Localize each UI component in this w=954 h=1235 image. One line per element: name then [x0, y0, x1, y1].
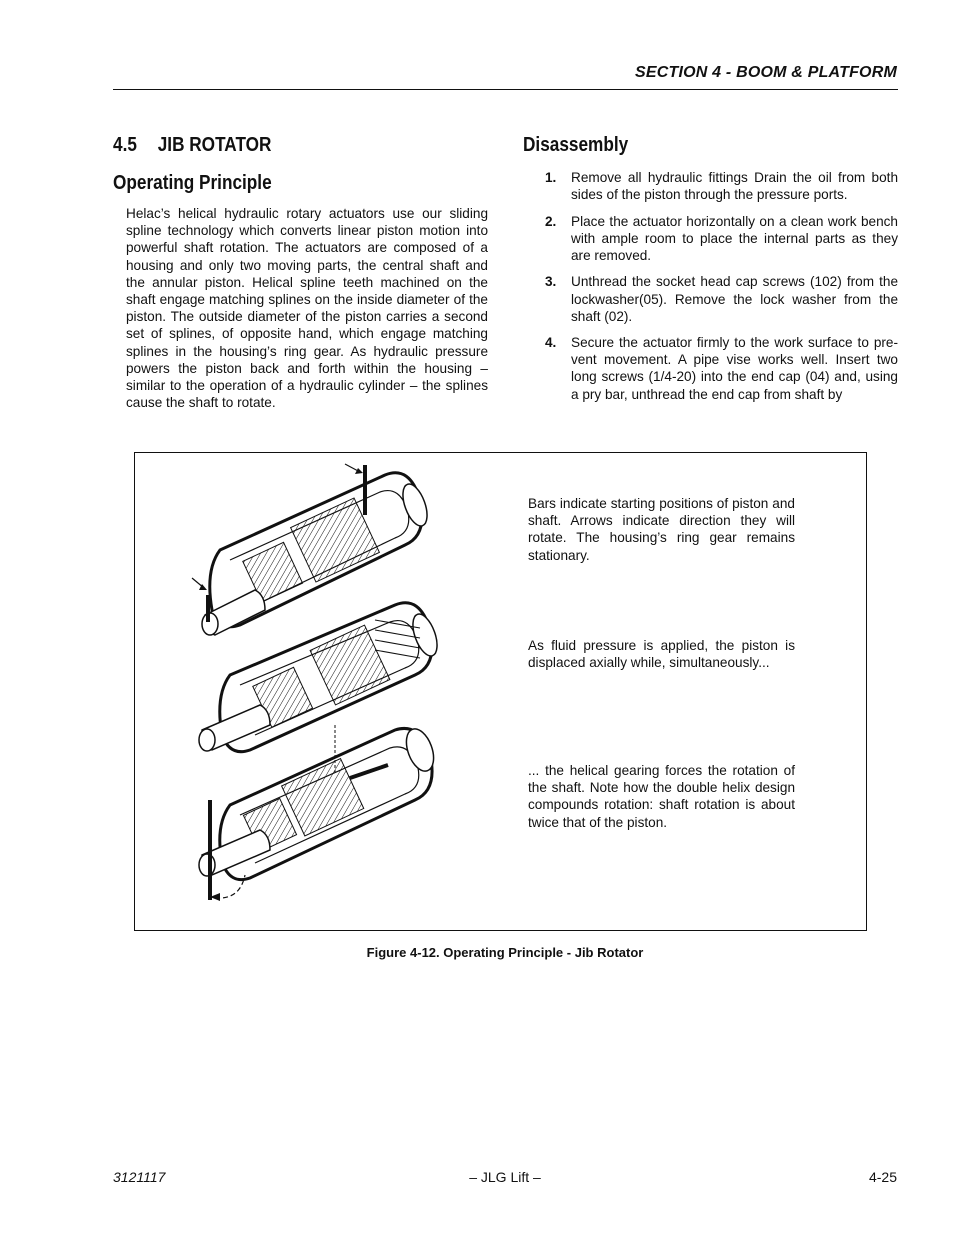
disassembly-heading: Disassembly: [523, 134, 629, 156]
operating-principle-heading: Operating Principle: [113, 172, 272, 194]
disassembly-steps: [545, 169, 898, 412]
figure-note-1: Bars indicate starting positions of piston and shaft. Arrows indicate direction they will rotate. The housing’s ring gear remains stationary.: [528, 496, 795, 563]
section-heading: [113, 134, 271, 157]
section-name: JIB ROTATOR: [157, 134, 272, 156]
step-text: Secure the actuator firmly to the work surface to pre-vent movement. A pipe vise works well. Insert two long screws (1/4-20) into the end cap (04) and, using a pry bar, unthread the end cap from shaft by: [571, 335, 898, 402]
footer-center: – JLG Lift –: [469, 1169, 541, 1185]
step-item: [545, 334, 898, 402]
footer-doc-number: 3121117: [113, 1169, 166, 1185]
section-number: 4.5: [113, 134, 137, 156]
header-rule: [113, 89, 898, 90]
section-header-title: SECTION 4 - BOOM & PLATFORM: [635, 64, 897, 81]
footer-page-number: 4-25: [868, 1169, 897, 1185]
operating-principle-paragraph: Helac’s helical hydraulic rotary actuators use our sliding spline technology which converts linear piston motion into powerful shaft rotation. The actuators are composed of a housing and only two moving parts, the central shaft and the annular piston. Helical spline teeth machined on the shaft engage matching splines on the inside diameter of the piston. The outside diameter of the piston carries a second set of splines, of opposite hand, which engage matching splines in the housing’s ring gear. As hydraulic pressure powers the piston back and forth within the housing – similar to the operation of a hydraulic cylinder – the splines cause the shaft to rotate.: [126, 206, 488, 411]
figure-note-3: ... the helical gearing forces the rotation of the shaft. Note how the double helix design compounds rotation: shaft rotation is about twice that of the piston.: [528, 763, 795, 830]
step-text: Place the actuator horizontally on a clean work bench with ample room to place the internal parts as they are removed.: [571, 213, 898, 263]
step-number: 3.: [545, 274, 557, 290]
step-number: 1.: [545, 170, 557, 185]
step-text: Unthread the socket head cap screws (102) from the lockwasher(05). Remove the lock washer from the shaft (02).: [571, 274, 898, 324]
figure-note-2: As fluid pressure is applied, the piston is displaced axially while, simultaneously...: [528, 638, 795, 671]
step-number: 4.: [545, 335, 557, 351]
figure-caption: Figure 4-12. Operating Principle - Jib Rotator: [366, 945, 644, 960]
step-number: 2.: [545, 213, 557, 229]
rotary-actuator-illustration: [180, 460, 450, 910]
step-item: [545, 213, 898, 264]
step-item: [545, 273, 898, 324]
step-text: Remove all hydraulic fittings Drain the oil from both sides of the piston through the pressure ports.: [571, 170, 898, 203]
step-item: [545, 169, 898, 203]
